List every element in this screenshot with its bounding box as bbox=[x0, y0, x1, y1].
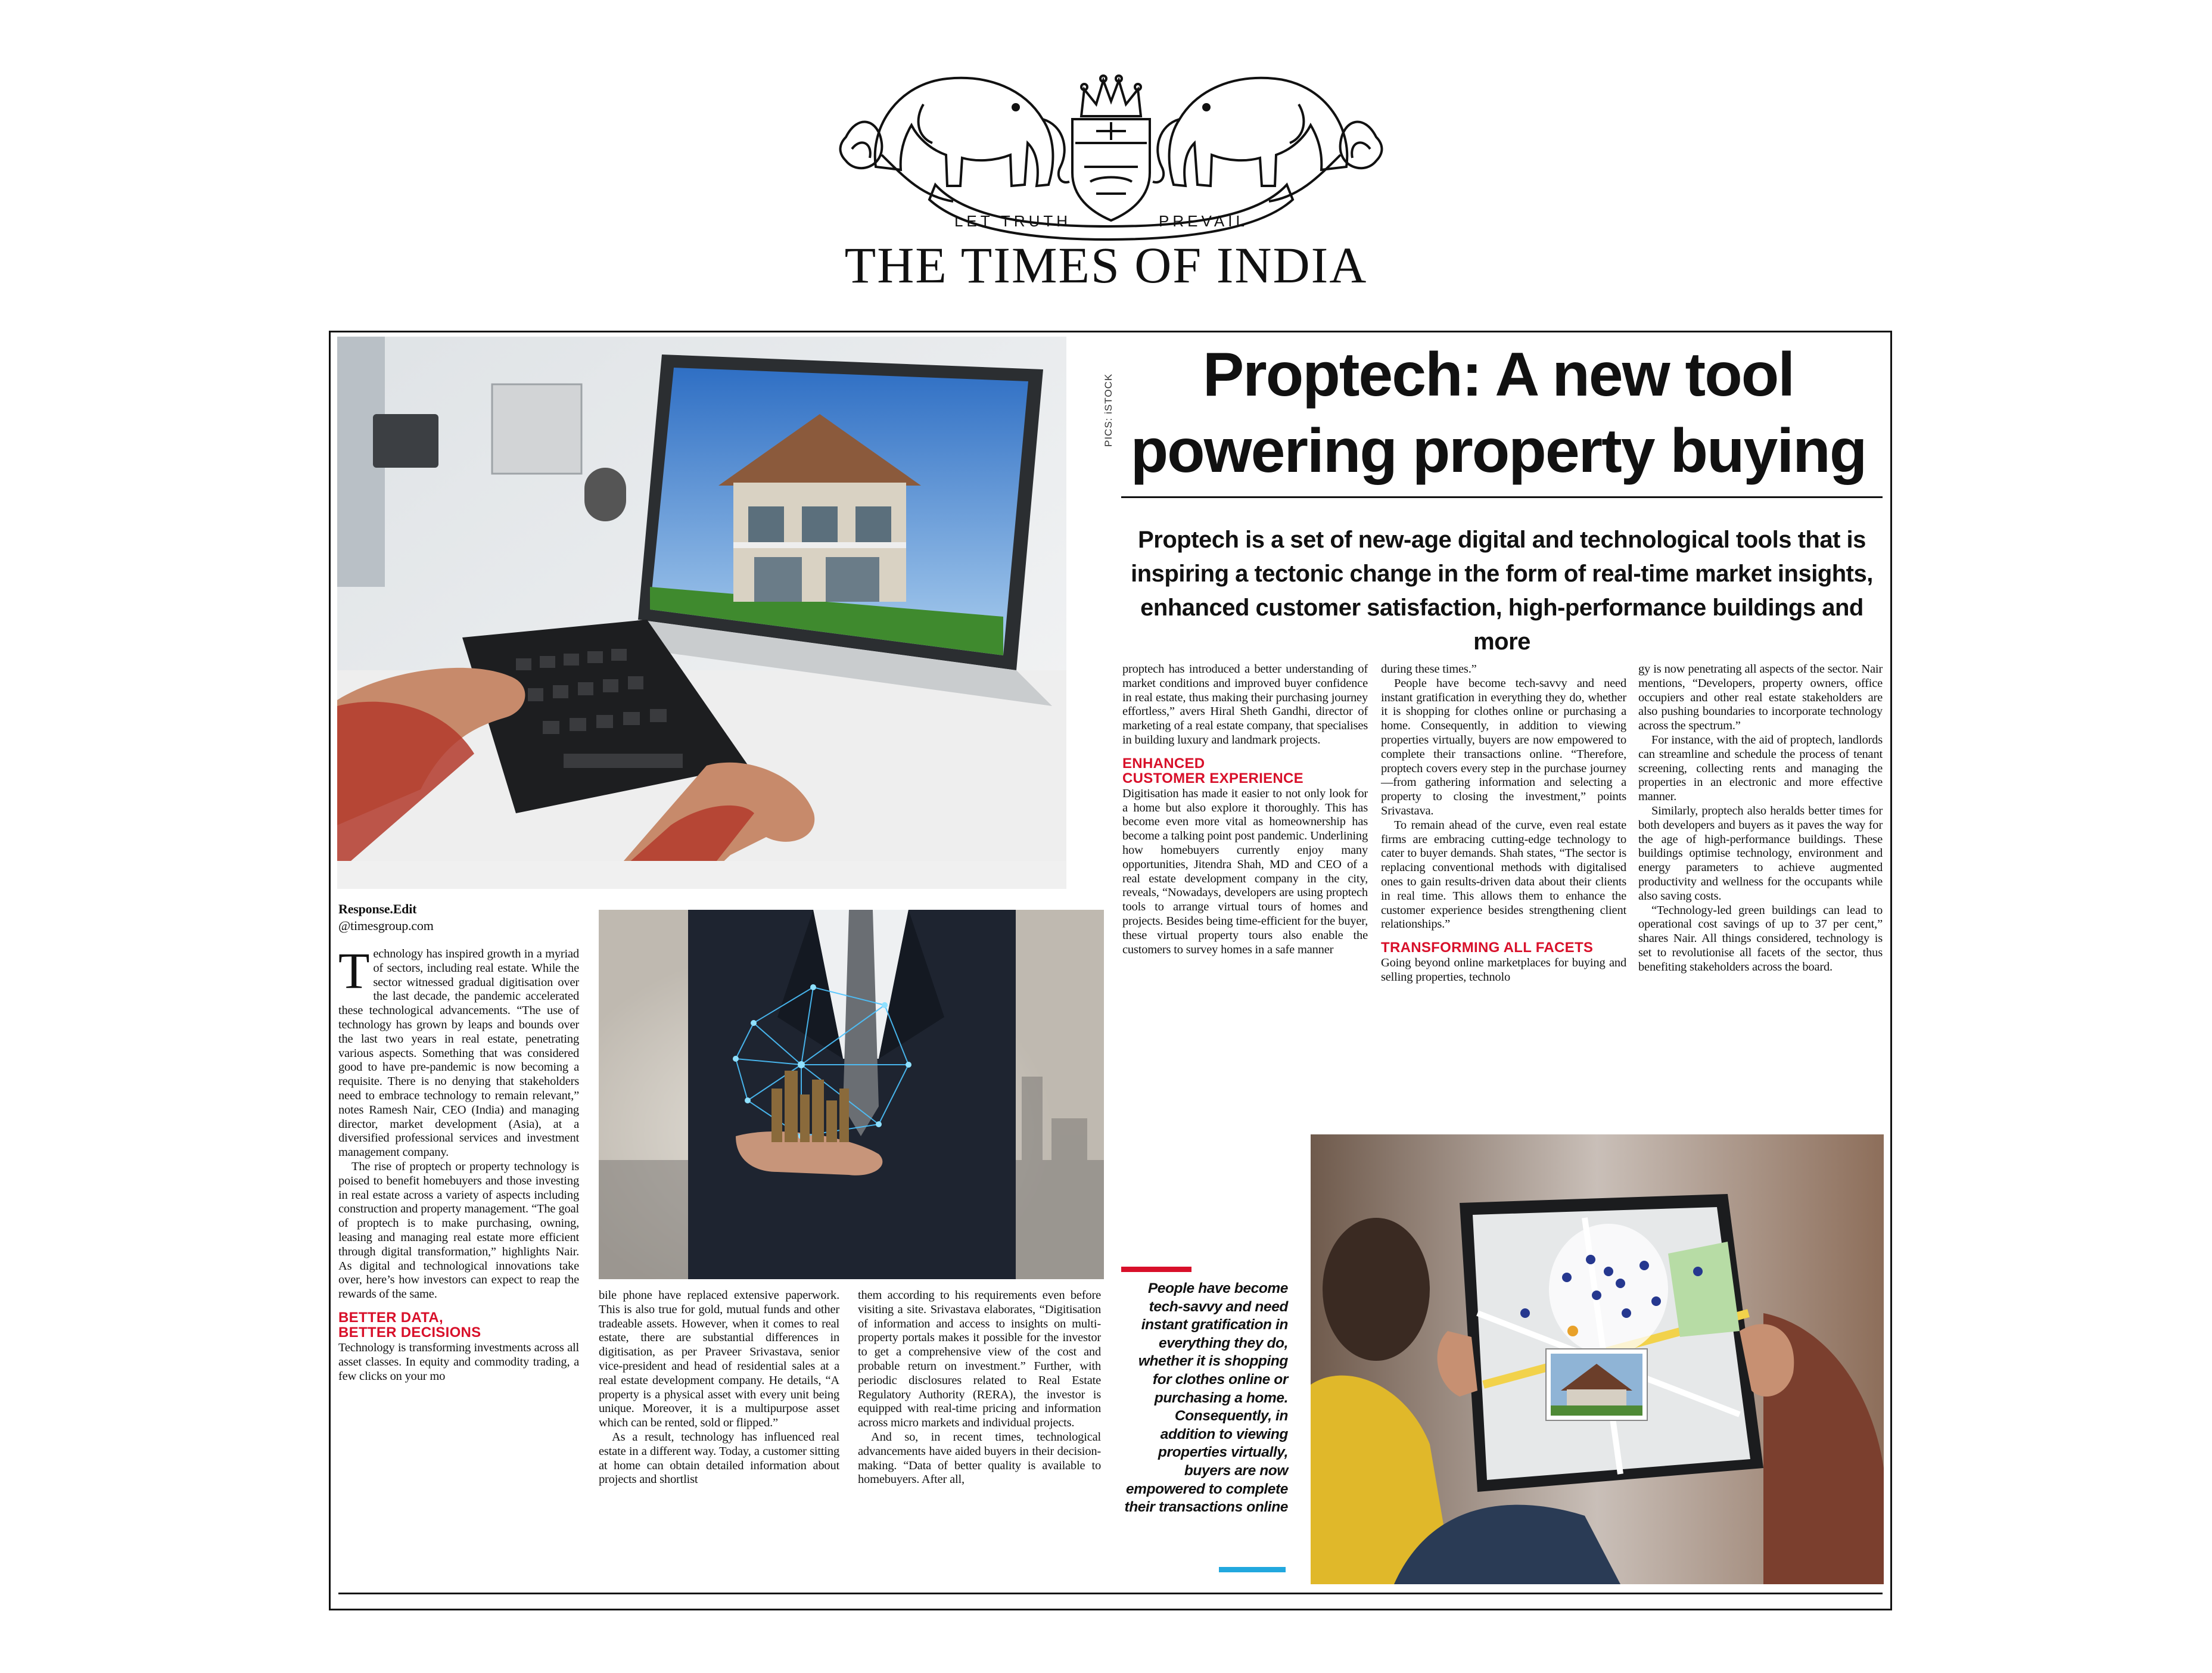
paragraph: them according to his requirements even before visiting a site. Srivastava elaborates, “Digitisation of information and access to insights on multi-property portals makes it possible for the investor to get a comprehensive view of the cost and probable return on investment.” Further, with periodic disclosures related to Real Estate Regulatory Authority (RERA), the investor is equipped with real-time pricing and information across micro markets and individual projects. bbox=[858, 1289, 1101, 1430]
motto-left: LET TRUTH bbox=[954, 212, 1072, 230]
paragraph: proptech has introduced a better understanding of market conditions and improved buyer confidence in real estate, thus making their purchasing journey effortless,” avers Hiral Sheth Gandhi, director of marketing of a real estate company, that specialises in building luxury and landmark projects. bbox=[1122, 663, 1368, 747]
pullquote: People have become tech-savvy and need instant gratification in everything they do, whether it is shopping for clothes online or purchasing a home. Consequently, in addition to viewing properties virtually, buyers are now empowered to complete their transactions online bbox=[1124, 1280, 1288, 1516]
deck-line: inspiring a tectonic change in the form of real-time market insights, bbox=[1131, 561, 1873, 587]
tablet-map-photo bbox=[1311, 1134, 1884, 1584]
article-intro bbox=[338, 942, 579, 1160]
paragraph: People have become tech-savvy and need instant gratification in everything they do, whether it is shopping for clothes online or purchasing a home. Consequently, in addition to viewing properties virtually, buyers are now empowered to complete their transactions online. “Therefore, proptech covers every step in the purchase journey—from gathering information and selecting a property to closing the investment,” points Srivastava. bbox=[1381, 676, 1626, 817]
pullquote-blue-bar bbox=[1219, 1567, 1286, 1572]
byline-name: Response.Edit bbox=[338, 901, 417, 916]
times-of-india-emblem bbox=[834, 48, 1388, 244]
headline-line-2: powering property buying bbox=[1130, 416, 1866, 486]
paragraph: Digitisation has made it easier to not only look for a home but also explore it thoroughly. This has become even more vital as homeownership has become a talking point post pandemic. Underlining how homebuyers currently enjoy many opportunities, Jitendra Shah, MD and CEO of a real estate development company in the city, reveals, “Nowadays, developers are using proptech tools to arrange virtual tours of homes and projects. Besides being time-efficient for the buyer, these virtual property tours also enable the customers to survey homes in a safe manner bbox=[1122, 786, 1368, 956]
paragraph: gy is now penetrating all aspects of the sector. Nair mentions, “Developers, property owners, office occupiers and other real estate stakeholders are also pushing boundaries to incorporate technology across the spectrum.” bbox=[1638, 663, 1883, 733]
paragraph: Technology is transforming investments across all asset classes. In equity and commodity trading, a few clicks on your mo bbox=[338, 1341, 579, 1383]
headline bbox=[1114, 337, 1883, 489]
paragraph: Going beyond online marketplaces for buying and selling properties, technolo bbox=[1381, 956, 1626, 984]
article-column-4 bbox=[1122, 663, 1368, 957]
article-column-3 bbox=[858, 1289, 1101, 1487]
paragraph: And so, in recent times, technological advancements have aided buyers in their decision-making. “Data of better quality is available to homebuyers. After all, bbox=[858, 1430, 1101, 1487]
bottom-rule bbox=[338, 1593, 1883, 1594]
subhead-better-data: BETTER DATA, BETTER DECISIONS bbox=[338, 1309, 481, 1341]
deck-line: Proptech is a set of new-age digital and technological tools that is bbox=[1138, 527, 1866, 553]
motto-right: PREVAIL bbox=[1159, 212, 1248, 230]
paragraph: “Technology-led green buildings can lead to operational cost savings of up to 37 per cent,” shares Nair. All things considered, technology is set to revolutionise all facets of the sector, thus benefiting stakeholders across the board. bbox=[1638, 903, 1883, 974]
article-column-2 bbox=[599, 1289, 839, 1487]
article-column-6 bbox=[1638, 663, 1883, 975]
subhead-enhanced-experience: ENHANCED CUSTOMER EXPERIENCE bbox=[1122, 755, 1303, 786]
intro-text: echnology has inspired growth in a myriad of sectors, including real estate. While the sector witnessed gradual digitisation over the last decade, the pandemic accelerated these technological advancements. “The use of technology has grown by leaps and bounds over the last two years in real estate, penetrating various aspects. Something that was considered good to have pre-pandemic is now becoming a requisite. There is no denying that stakeholders need to embrace technology to remain relevant,” notes Ramesh Nair, CEO (India) and managing director, market development (Asia), at a diversified professional services and investment management company. bbox=[338, 947, 579, 1159]
deck bbox=[1120, 523, 1884, 659]
paragraph: The rise of proptech or property technology is poised to benefit homebuyers and those investing in real estate across a variety of aspects including construction and property management. “The goal of proptech is to make purchasing, owning, leasing and managing real estate more efficient through digital transformation,” highlights Nair. As digital and technological innovations take over, here’s how investors can expect to reap the rewards of the same. bbox=[338, 1159, 579, 1301]
photo-credit: PICS: iSTOCK bbox=[1103, 373, 1114, 447]
paragraph: during these times.” bbox=[1381, 663, 1477, 676]
laptop-house-photo bbox=[337, 337, 1066, 889]
subhead-transforming-facets: TRANSFORMING ALL FACETS bbox=[1381, 940, 1594, 956]
article-column-1 bbox=[338, 901, 579, 1383]
byline-email: @timesgroup.com bbox=[338, 918, 434, 933]
paragraph: bile phone have replaced extensive paperwork. This is also true for gold, mutual funds and other tradeable assets. However, when it comes to real estate, there are substantial differences in digitisation, as per Praveer Srivastava, senior vice-president and head of residential sales at a real estate development company. He details, “A property is a physical asset with every unit being unique. Moreover, it is a multipurpose asset which can be rented, sold or flipped.” bbox=[599, 1289, 839, 1430]
pullquote-red-bar bbox=[1121, 1267, 1191, 1272]
masthead-title: THE TIMES OF INDIA bbox=[844, 237, 1368, 294]
paragraph: Similarly, proptech also heralds better times for both developers and buyers as it paves the way for the age of high-performance buildings. These buildings optimise technology, environment and energy parameters to achieve augmented productivity and wellness for the occupants while also saving costs. bbox=[1638, 804, 1883, 903]
headline-line-1: Proptech: A new tool bbox=[1202, 340, 1794, 409]
paragraph: For instance, with the aid of proptech, landlords can streamline and schedule the process of tenant screening, collecting rents and managing the properties in an electronic and more effective manner. bbox=[1638, 733, 1883, 804]
paragraph: To remain ahead of the curve, even real estate firms are embracing cutting-edge technology to cater to buyer demands. Shah states, “The sector is replacing conventional methods with digitalised ones to gain results-driven data about their clients in real time. This allows them to enhance the customer experience besides strengthening client relationships.” bbox=[1381, 818, 1626, 931]
headline-rule bbox=[1121, 496, 1883, 498]
deck-line: enhanced customer satisfaction, high-performance buildings and more bbox=[1140, 595, 1863, 655]
paragraph: As a result, technology has influenced real estate in a different way. Today, a customer sitting at home can obtain detailed information about projects and shortlist bbox=[599, 1430, 839, 1487]
dropcap: T bbox=[338, 942, 370, 999]
article-column-5 bbox=[1381, 663, 1626, 985]
businessman-city-hologram-photo bbox=[599, 910, 1104, 1279]
